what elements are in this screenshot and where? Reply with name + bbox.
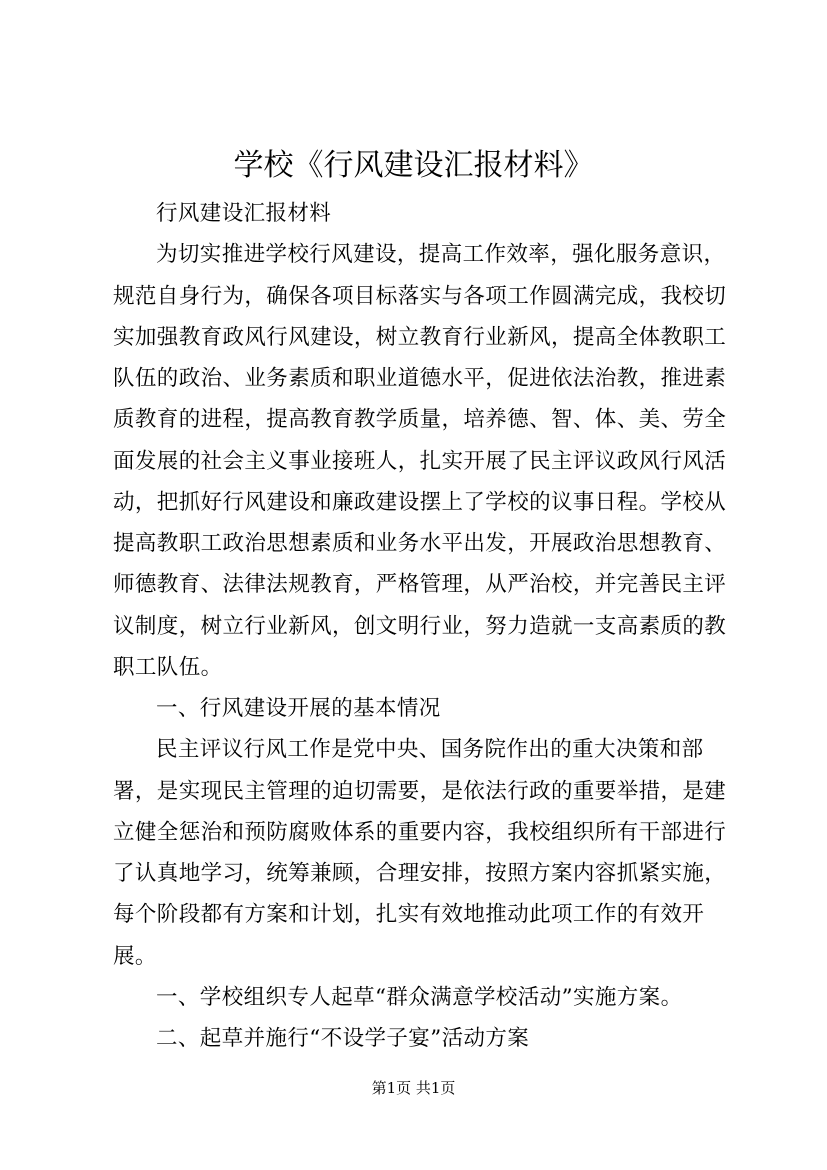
paragraph-section-heading: 一、行风建设开展的基本情况	[156, 696, 441, 721]
document-body	[113, 193, 728, 1059]
paragraph-subtitle: 行风建设汇报材料	[156, 201, 332, 226]
paragraph-item-1: 一、学校组织专人起草“群众满意学校活动”实施方案。	[156, 984, 683, 1010]
paragraph-item-2: 二、起草并施行“不设学子宴”活动方案	[156, 1026, 530, 1051]
document-title: 学校《行风建设汇报材料》	[233, 148, 594, 183]
page-footer: 第1页 共1页	[371, 1079, 456, 1097]
paragraph-section-body: 民主评议行风工作是党中央、国务院作出的重大决策和部署，是实现民主管理的迫切需要，是依法行政的重要举措，是建立健全惩治和预防腐败体系的重要内容，我校组织所有干部进行了认真地学习，统筹兼顾，合理安排，按照方案内容抓紧实施，每个阶段都有方案和计划，扎实有效地推动此项工作的有效开展。	[113, 737, 727, 969]
paragraph-intro: 为切实推进学校行风建设，提高工作效率，强化服务意识，规范自身行为，确保各项目标落实与各项工作圆满完成，我校切实加强教育政风行风建设，树立教育行业新风，提高全体教职工队伍的政治、业务素质和职业道德水平，促进依法治教，推进素质教育的进程，提高教育教学质量，培养德、智、体、美、劳全面发展的社会主义事业接班人，扎实开展了民主评议政风行风活动，把抓好行风建设和廉政建设摆上了学校的议事日程。学校从提高教职工政治思想素质和业务水平出发，开展政治思想教育、师德教育、法律法规教育，严格管理，从严治校，并完善民主评议制度，树立行业新风，创文明行业，努力造就一支高素质的教职工队伍。	[113, 242, 727, 680]
